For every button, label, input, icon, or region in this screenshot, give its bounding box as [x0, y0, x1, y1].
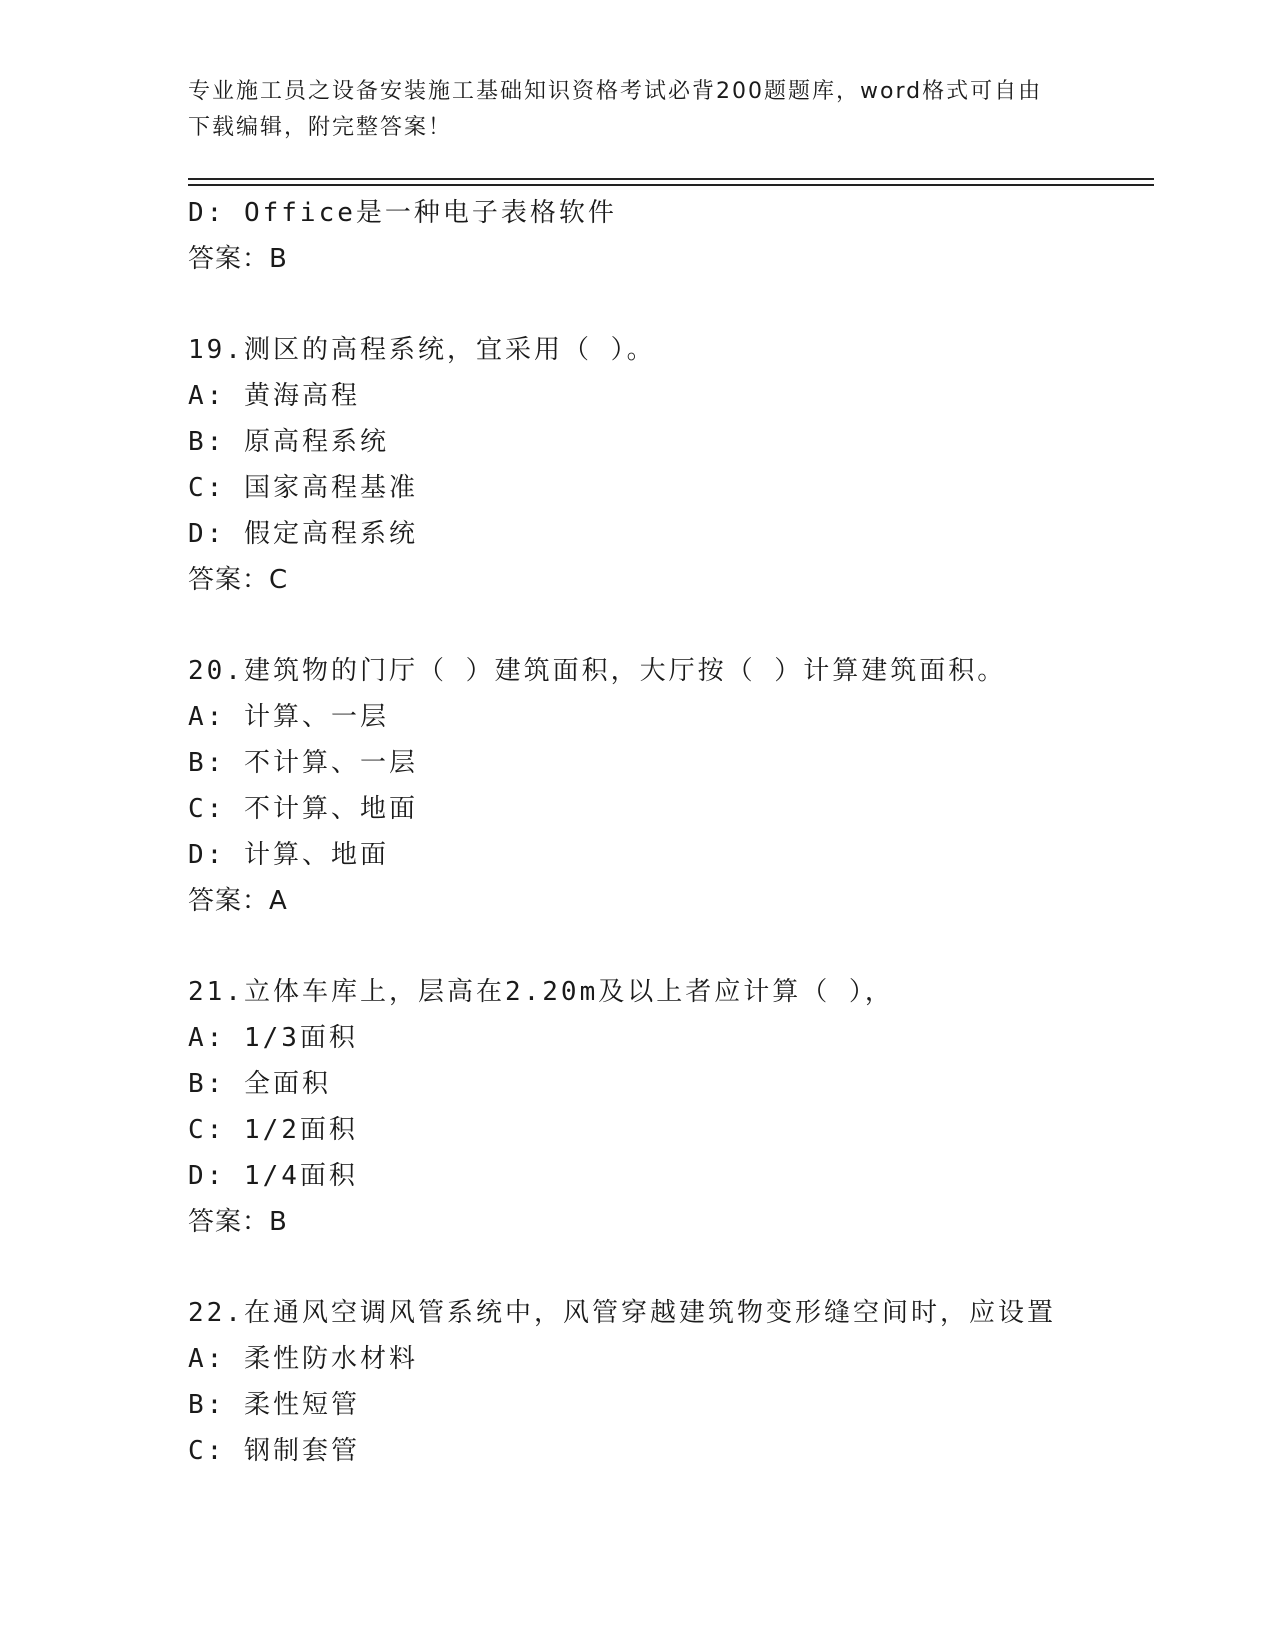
option-c: C: 钢制套管	[188, 1436, 360, 1466]
option-a: A: 黄海高程	[188, 381, 360, 411]
question-block	[188, 969, 1168, 1245]
option-d: D: 1/4面积	[188, 1161, 358, 1191]
option-d: D: 假定高程系统	[188, 519, 418, 549]
header-line-1: 专业施工员之设备安装施工基础知识资格考试必背200题题库，word格式可自由	[188, 79, 1043, 104]
document-header	[188, 74, 1068, 146]
option-a: A: 柔性防水材料	[188, 1344, 418, 1374]
option-b: B: 不计算、一层	[188, 748, 418, 778]
question-text: 22.在通风空调风管系统中，风管穿越建筑物变形缝空间时，应设置	[188, 1298, 1056, 1328]
option-c: C: 不计算、地面	[188, 794, 418, 824]
question-text: 20.建筑物的门厅（ ）建筑面积，大厅按（ ）计算建筑面积。	[188, 656, 1007, 686]
question-block	[188, 327, 1168, 603]
option-b: B: 全面积	[188, 1069, 331, 1099]
question-text: 21.立体车库上，层高在2.20m及以上者应计算（ ），	[188, 977, 894, 1007]
option-c: C: 1/2面积	[188, 1115, 358, 1145]
option-d: D: Office是一种电子表格软件	[188, 198, 617, 228]
question-text: 19.测区的高程系统，宜采用（ ）。	[188, 335, 656, 365]
question-block	[188, 648, 1168, 924]
answer-line: 答案：A	[188, 886, 288, 916]
question-block	[188, 1290, 1168, 1474]
header-divider-top	[188, 178, 1154, 180]
option-d: D: 计算、地面	[188, 840, 389, 870]
answer-line: 答案：C	[188, 565, 289, 595]
answer-line: 答案：B	[188, 1207, 288, 1237]
header-line-2: 下载编辑，附完整答案！	[188, 115, 453, 140]
option-b: B: 柔性短管	[188, 1390, 360, 1420]
header-divider-bottom	[188, 184, 1154, 186]
option-c: C: 国家高程基准	[188, 473, 418, 503]
option-a: A: 1/3面积	[188, 1023, 358, 1053]
answer-line: 答案：B	[188, 244, 288, 274]
question-block	[188, 190, 1168, 282]
option-b: B: 原高程系统	[188, 427, 389, 457]
question-list	[188, 190, 1168, 1474]
option-a: A: 计算、一层	[188, 702, 389, 732]
